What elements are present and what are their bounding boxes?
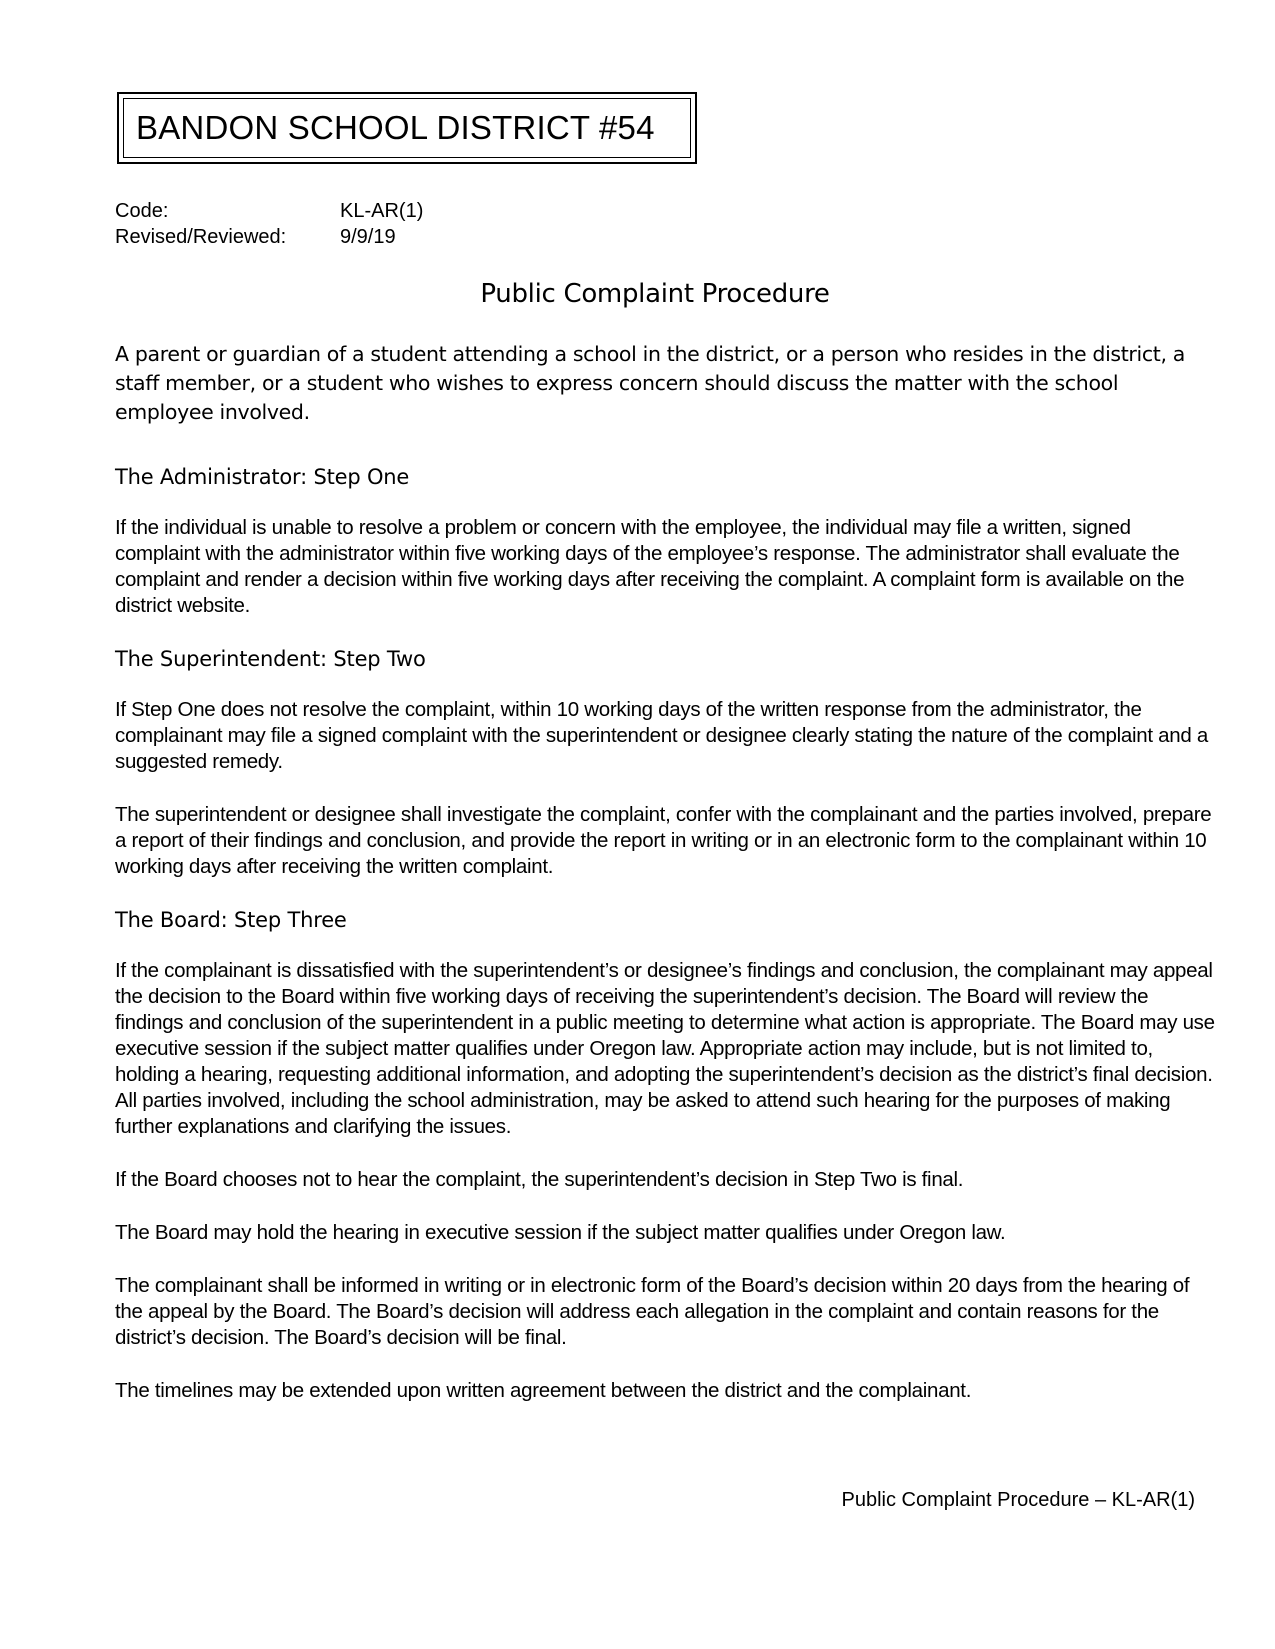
section-step-three: [115, 908, 1215, 1404]
document-title: Public Complaint Procedure: [480, 279, 830, 309]
section-heading: The Board: Step Three: [115, 908, 347, 932]
paragraph: The complainant shall be informed in writing or in electronic form of the Board’s decision within 20 days from the hearing of the appeal by the Board. The Board’s decision will address each allegation in the complaint and contain reasons for the district’s decision. The Board’s decision will be final.: [115, 1274, 1190, 1349]
paragraph: The timelines may be extended upon written agreement between the district and the complainant.: [115, 1379, 972, 1402]
section-step-one: [115, 465, 1215, 619]
paragraph: The superintendent or designee shall investigate the complaint, confer with the complainant and the parties involved, prepare a report of their findings and conclusion, and provide the report in writing or in an electronic form to the complainant within 10 working days after receiving the written complaint.: [115, 803, 1212, 878]
paragraph: If the complainant is dissatisfied with the superintendent’s or designee’s findings and conclusion, the complainant may appeal the decision to the Board within five working days of receiving the superintendent’s decision. The Board will review the findings and conclusion of the superintendent in a public meeting to determine what action is appropriate. The Board may use executive session if the subject matter qualifies under Oregon law. Appropriate action may include, but is not limited to, holding a hearing, requesting additional information, and adopting the superintendent’s decision as the district’s final decision. All parties involved, including the school administration, may be asked to attend such hearing for the purposes of making further explanations and clarifying the issues.: [115, 959, 1215, 1138]
page-footer: Public Complaint Procedure – KL-AR(1): [841, 1489, 1195, 1511]
paragraph: If the Board chooses not to hear the complaint, the superintendent’s decision in Step Two is final.: [115, 1168, 964, 1191]
paragraph: If Step One does not resolve the complaint, within 10 working days of the written response from the administrator, the complainant may file a signed complaint with the superintendent or designee clearly stating the nature of the complaint and a suggested remedy.: [115, 698, 1208, 773]
district-name-inner-border: [123, 98, 691, 158]
revised-value: 9/9/19: [340, 226, 396, 248]
revised-row: [115, 224, 423, 250]
district-name-box: [117, 92, 697, 164]
revised-label: Revised/Reviewed:: [115, 226, 287, 248]
code-value: KL-AR(1): [340, 200, 424, 222]
paragraph: If the individual is unable to resolve a problem or concern with the employee, the individual may file a written, signed complaint with the administrator within five working days of the employee’s response. The administrator shall evaluate the complaint and render a decision within five working days after receiving the complaint. A complaint form is available on the district website.: [115, 516, 1185, 617]
paragraph: The Board may hold the hearing in executive session if the subject matter qualifies under Oregon law.: [115, 1221, 1006, 1244]
code-row: [115, 198, 423, 224]
intro-paragraph: A parent or guardian of a student attending a school in the district, or a person who resides in the district, a staff member, or a student who wishes to express concern should discuss the matter with the school employee involved.: [115, 342, 1186, 424]
document-body: [115, 340, 1215, 1431]
section-heading: The Administrator: Step One: [115, 465, 410, 489]
district-name: BANDON SCHOOL DISTRICT #54: [136, 109, 655, 146]
section-step-two: [115, 647, 1215, 880]
document-metadata: [115, 198, 423, 250]
section-heading: The Superintendent: Step Two: [115, 647, 426, 671]
code-label: Code:: [115, 200, 169, 222]
